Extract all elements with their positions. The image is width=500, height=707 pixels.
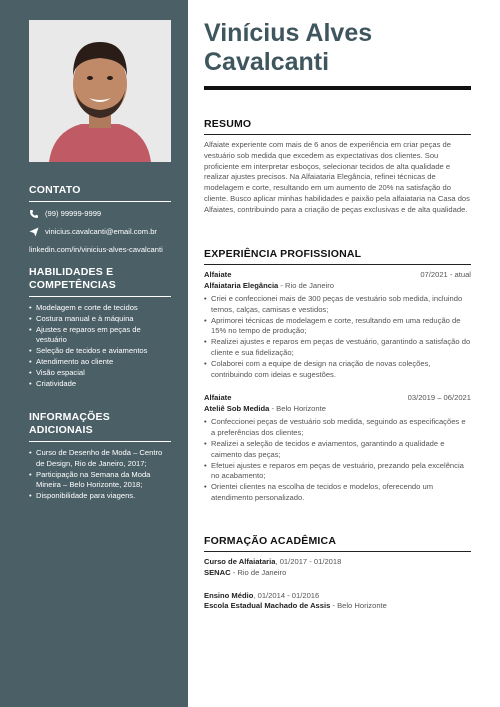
send-icon (29, 227, 45, 237)
job-bullet: • Confeccionei peças de vestuário sob medida, seguindo as especificações e a preferências dos clientes; (204, 417, 471, 439)
job-bullet: • Criei e confeccionei mais de 300 peças de vestuário sob medida, incluindo ternos, calças, camisas e vestidos; (204, 294, 471, 316)
job-header (204, 270, 471, 281)
education-school-line: Escola Estadual Machado de Assis - Belo Horizonte (204, 601, 387, 611)
job-bullets (204, 294, 471, 380)
job-header (204, 393, 471, 404)
skills-list (29, 303, 171, 389)
job-location: Rio de Janeiro (285, 280, 335, 290)
skill-item: • Atendimento ao cliente (29, 357, 171, 368)
skill-item: • Costura manual e à máquina (29, 314, 171, 325)
job-bullet: • Aprimorei técnicas de modelagem e corte, resultando em uma redução de 15% no tempo de produção; (204, 316, 471, 338)
education-entry (204, 557, 471, 579)
job-company-line: Ateliê Sob Medida - Belo Horizonte (204, 403, 326, 413)
job-bullet: • Realizei a seleção de tecidos e aviamentos, garantindo a qualidade e caimento das peças; (204, 439, 471, 461)
skill-item: • Visão espacial (29, 368, 171, 379)
education-title: FORMAÇÃO ACADÊMICA (204, 535, 471, 552)
job-dates: 03/2019 – 06/2021 (407, 393, 471, 403)
additional-item: • Participação na Semana da Moda Mineira – Belo Horizonte, 2018; (29, 470, 171, 492)
skill-item: • Ajustes e reparos em peças de vestuário (29, 325, 171, 347)
job-bullet: • Orientei clientes na escolha de tecidos e modelos, oferecendo um atendimento personalizado. (204, 482, 471, 504)
job-role: Alfaiate (204, 270, 232, 279)
contact-email-text: vinicius.cavalcanti@email.com.br (45, 227, 157, 236)
job-entry (204, 393, 471, 503)
job-company-line: Alfaiataria Elegância - Rio de Janeiro (204, 280, 335, 290)
education-school: SENAC (204, 567, 231, 577)
education-location: Rio de Janeiro (237, 567, 287, 577)
additional-section (29, 411, 171, 502)
education-course: Ensino Médio (204, 590, 254, 600)
additional-item: • Curso de Desenho de Moda – Centro de Design, Rio de Janeiro, 2017; (29, 448, 171, 470)
additional-title: INFORMAÇÕES ADICIONAIS (29, 411, 171, 442)
job-company: Alfaiataria Elegância (204, 280, 279, 290)
additional-item: • Disponibilidade para viagens. (29, 491, 171, 502)
skill-item: • Criatividade (29, 379, 171, 390)
contact-email (29, 226, 171, 237)
summary-section (204, 118, 471, 216)
candidate-name: Vinícius Alves Cavalcanti (204, 19, 373, 76)
summary-title: RESUMO (204, 118, 471, 135)
experience-section (204, 248, 471, 504)
skill-item: • Seleção de tecidos e aviamentos (29, 346, 171, 357)
profile-photo-illustration (29, 20, 171, 162)
experience-title: EXPERIÊNCIA PROFISSIONAL (204, 248, 471, 265)
education-dates: 01/2017 - 01/2018 (279, 557, 342, 566)
education-section (204, 535, 471, 612)
skills-title: HABILIDADES E COMPETÊNCIAS (29, 266, 171, 297)
education-course-line: Ensino Médio, 01/2014 - 01/2016 (204, 590, 320, 600)
job-dates: 07/2021 - atual (420, 270, 471, 279)
job-role: Alfaiate (204, 393, 232, 403)
education-course: Curso de Alfaiataria (204, 557, 276, 566)
education-dates: 01/2014 - 01/2016 (257, 590, 320, 600)
summary-text: Alfaiate experiente com mais de 6 anos de experiência em criar peças de vestuário sob medida que excedem as expectativas dos clientes. Sou proficiente em interpretar esboços, selecionar tecidos de alta qualidade e realizar ajustes precisos. Na Alfaiataria Elegância, refinei técnicas de modelagem e corte, resultando em um aumento de 20% na satisfação do cliente. Busco aplicar minhas habilidades e paixão pela alfaiataria na Casa dos Alfaiates, contribuindo para a criação de peças exclusivas e de alta qualidade. (204, 140, 470, 214)
contact-title: CONTATO (29, 184, 171, 202)
skill-item: • Modelagem e corte de tecidos (29, 303, 171, 314)
education-entry (204, 591, 471, 613)
education-location: Belo Horizonte (337, 601, 387, 611)
education-course-line: Curso de Alfaiataria, 01/2017 - 01/2018 (204, 557, 342, 566)
job-company: Ateliê Sob Medida (204, 403, 270, 413)
job-bullet: • Realizei ajustes e reparos em peças de vestuário, garantindo a satisfação do cliente e sua fidelização; (204, 337, 471, 359)
contact-section (29, 184, 171, 255)
contact-phone (29, 208, 171, 219)
contact-phone-text: (99) 99999-9999 (45, 209, 102, 218)
job-bullet: • Efetuei ajustes e reparos em peças de vestuário, prezando pela excelência no acabamento; (204, 461, 471, 483)
job-entry (204, 270, 471, 380)
contact-linkedin: linkedin.com/in/vinicius-alves-cavalcanti (29, 245, 163, 254)
job-bullet: • Colaborei com a equipe de design na criação de novas coleções, contribuindo com ideias e sugestões. (204, 359, 471, 381)
job-bullets (204, 417, 471, 503)
phone-icon (29, 209, 45, 219)
job-location: Belo Horizonte (276, 403, 326, 413)
profile-photo (29, 20, 171, 162)
education-school: Escola Estadual Machado de Assis (204, 601, 331, 611)
skills-section (29, 266, 171, 389)
name-divider (204, 86, 471, 90)
sidebar (0, 0, 188, 707)
additional-list (29, 448, 171, 502)
education-school-line: SENAC - Rio de Janeiro (204, 567, 287, 577)
